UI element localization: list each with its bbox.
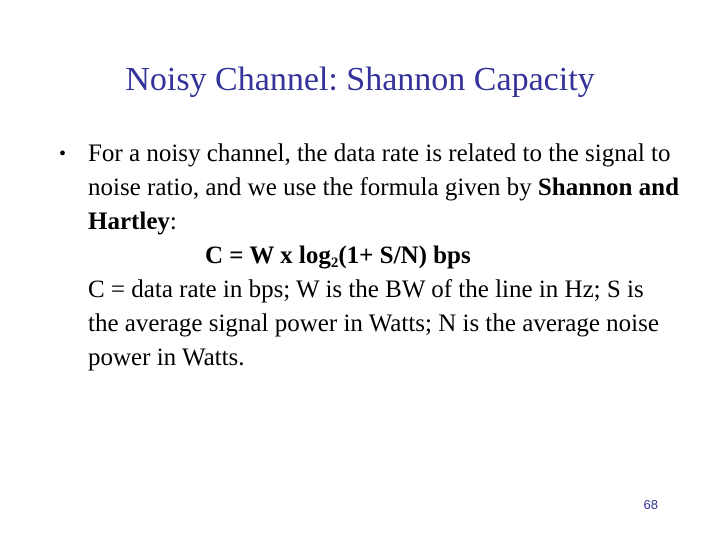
slide-body bbox=[59, 137, 679, 375]
formula-explanation: C = data rate in bps; W is the BW of the line in Hz; S is the average signal power in Watts; N is the average noise power in Watts. bbox=[88, 276, 659, 371]
formula-lhs: C = W x log bbox=[205, 242, 331, 269]
page-number: 68 bbox=[643, 497, 658, 512]
bullet-intro-text: For a noisy channel, the data rate is related to the signal to noise ratio, and we use the formula given by bbox=[88, 140, 671, 201]
slide-title: Noisy Channel: Shannon Capacity bbox=[125, 61, 595, 98]
shannon-formula bbox=[88, 239, 679, 273]
bullet-item bbox=[59, 137, 679, 375]
formula-log-base: 2 bbox=[330, 255, 339, 271]
bullet-icon: • bbox=[59, 143, 67, 165]
bullet-intro-colon: : bbox=[169, 208, 177, 235]
formula-rhs: (1+ S/N) bps bbox=[338, 242, 471, 269]
shannon-hartley-text: Shannon and Hartley bbox=[88, 174, 679, 235]
